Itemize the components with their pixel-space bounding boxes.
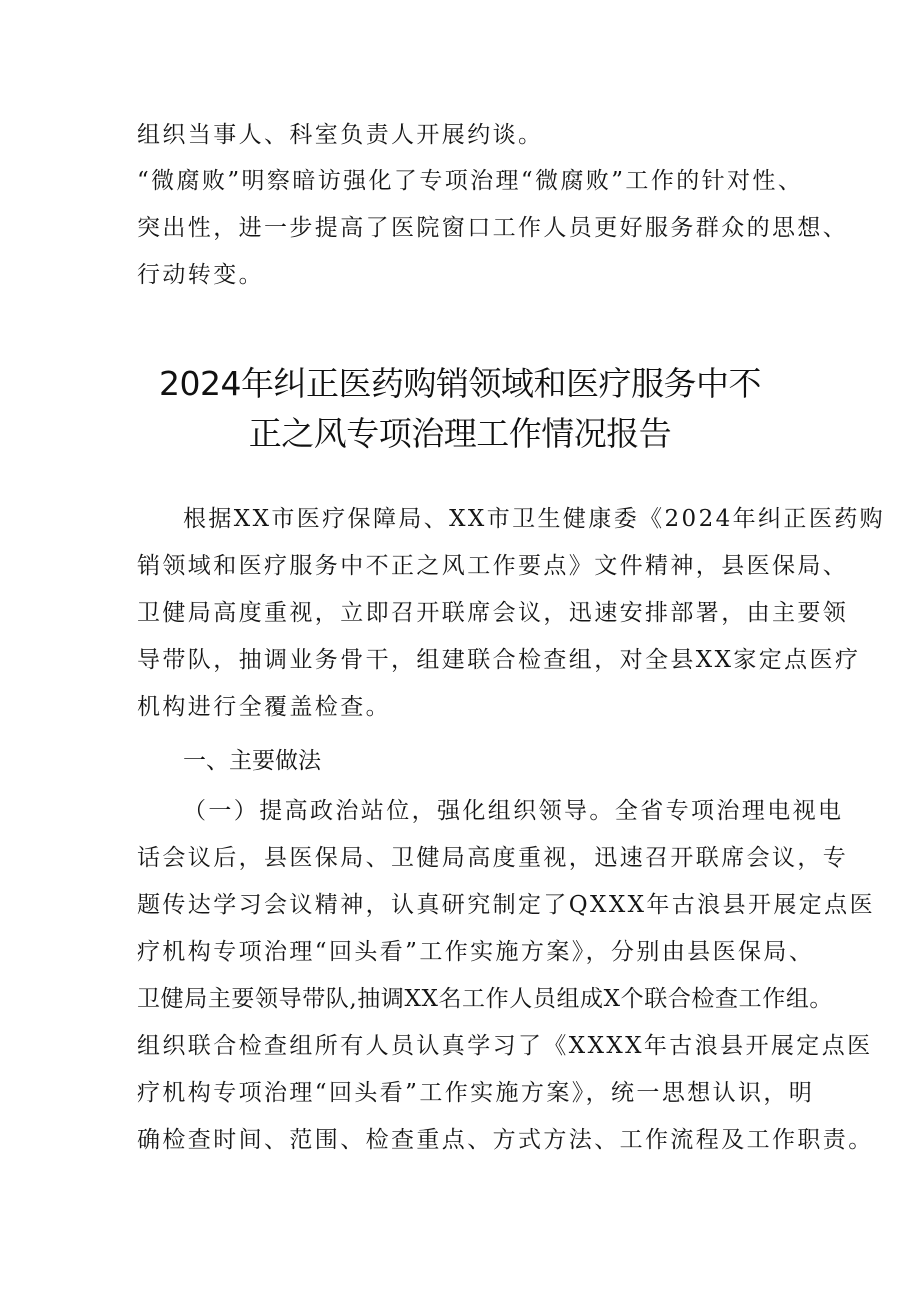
- top-paragraph-line-3: 突出性，进一步提高了医院窗口工作人员更好服务群众的思想、: [137, 215, 849, 241]
- intro-paragraph-line-3: 卫健局高度重视，立即召开联席会议，迅速安排部署，由主要领: [137, 600, 849, 626]
- section-heading-main-practices: 一、主要做法: [183, 748, 321, 774]
- subsection-line-6: 组织联合检查组所有人员认真学习了《XXXX年古浪县开展定点医: [137, 1033, 873, 1059]
- subsection-line-3: 题传达学习会议精神，认真研究制定了QXXX年古浪县开展定点医: [137, 892, 875, 918]
- top-paragraph-line-1: 组织当事人、科室负责人开展约谈。: [137, 122, 544, 148]
- subsection-line-4: 疗机构专项治理“回头看”工作实施方案》，分别由县医保局、: [137, 939, 815, 965]
- subsection-line-8: 确检查时间、范围、检查重点、方式方法、工作流程及工作职责。: [137, 1127, 874, 1153]
- report-title-line-2: 正之风专项治理工作情况报告: [248, 414, 672, 453]
- intro-paragraph-line-4: 导带队，抽调业务骨干，组建联合检查组，对全县XX家定点医疗: [137, 647, 861, 673]
- subsection-line-2: 话会议后，县医保局、卫健局高度重视，迅速召开联席会议，专: [137, 845, 849, 871]
- intro-paragraph-line-5: 机构进行全覆盖检查。: [137, 694, 391, 720]
- report-title-line-1: 2024年纠正医药购销领域和医疗服务中不: [159, 364, 761, 403]
- intro-paragraph-line-1: 根据XX市医疗保障局、XX市卫生健康委《2024年纠正医药购: [183, 506, 886, 532]
- top-paragraph-line-2: “微腐败”明察暗访强化了专项治理“微腐败”工作的针对性、: [137, 168, 804, 194]
- intro-paragraph-line-2: 销领域和医疗服务中不正之风工作要点》文件精神，县医保局、: [137, 553, 849, 579]
- subsection-line-1: （一）提高政治站位，强化组织领导。全省专项治理电视电: [183, 798, 844, 824]
- top-paragraph-line-4: 行动转变。: [137, 262, 264, 288]
- subsection-line-7: 疗机构专项治理“回头看”工作实施方案》，统一思想认识，明: [137, 1080, 815, 1106]
- subsection-line-5: 卫健局主要领导带队,抽调XX名工作人员组成X个联合检查工作组。: [137, 986, 834, 1012]
